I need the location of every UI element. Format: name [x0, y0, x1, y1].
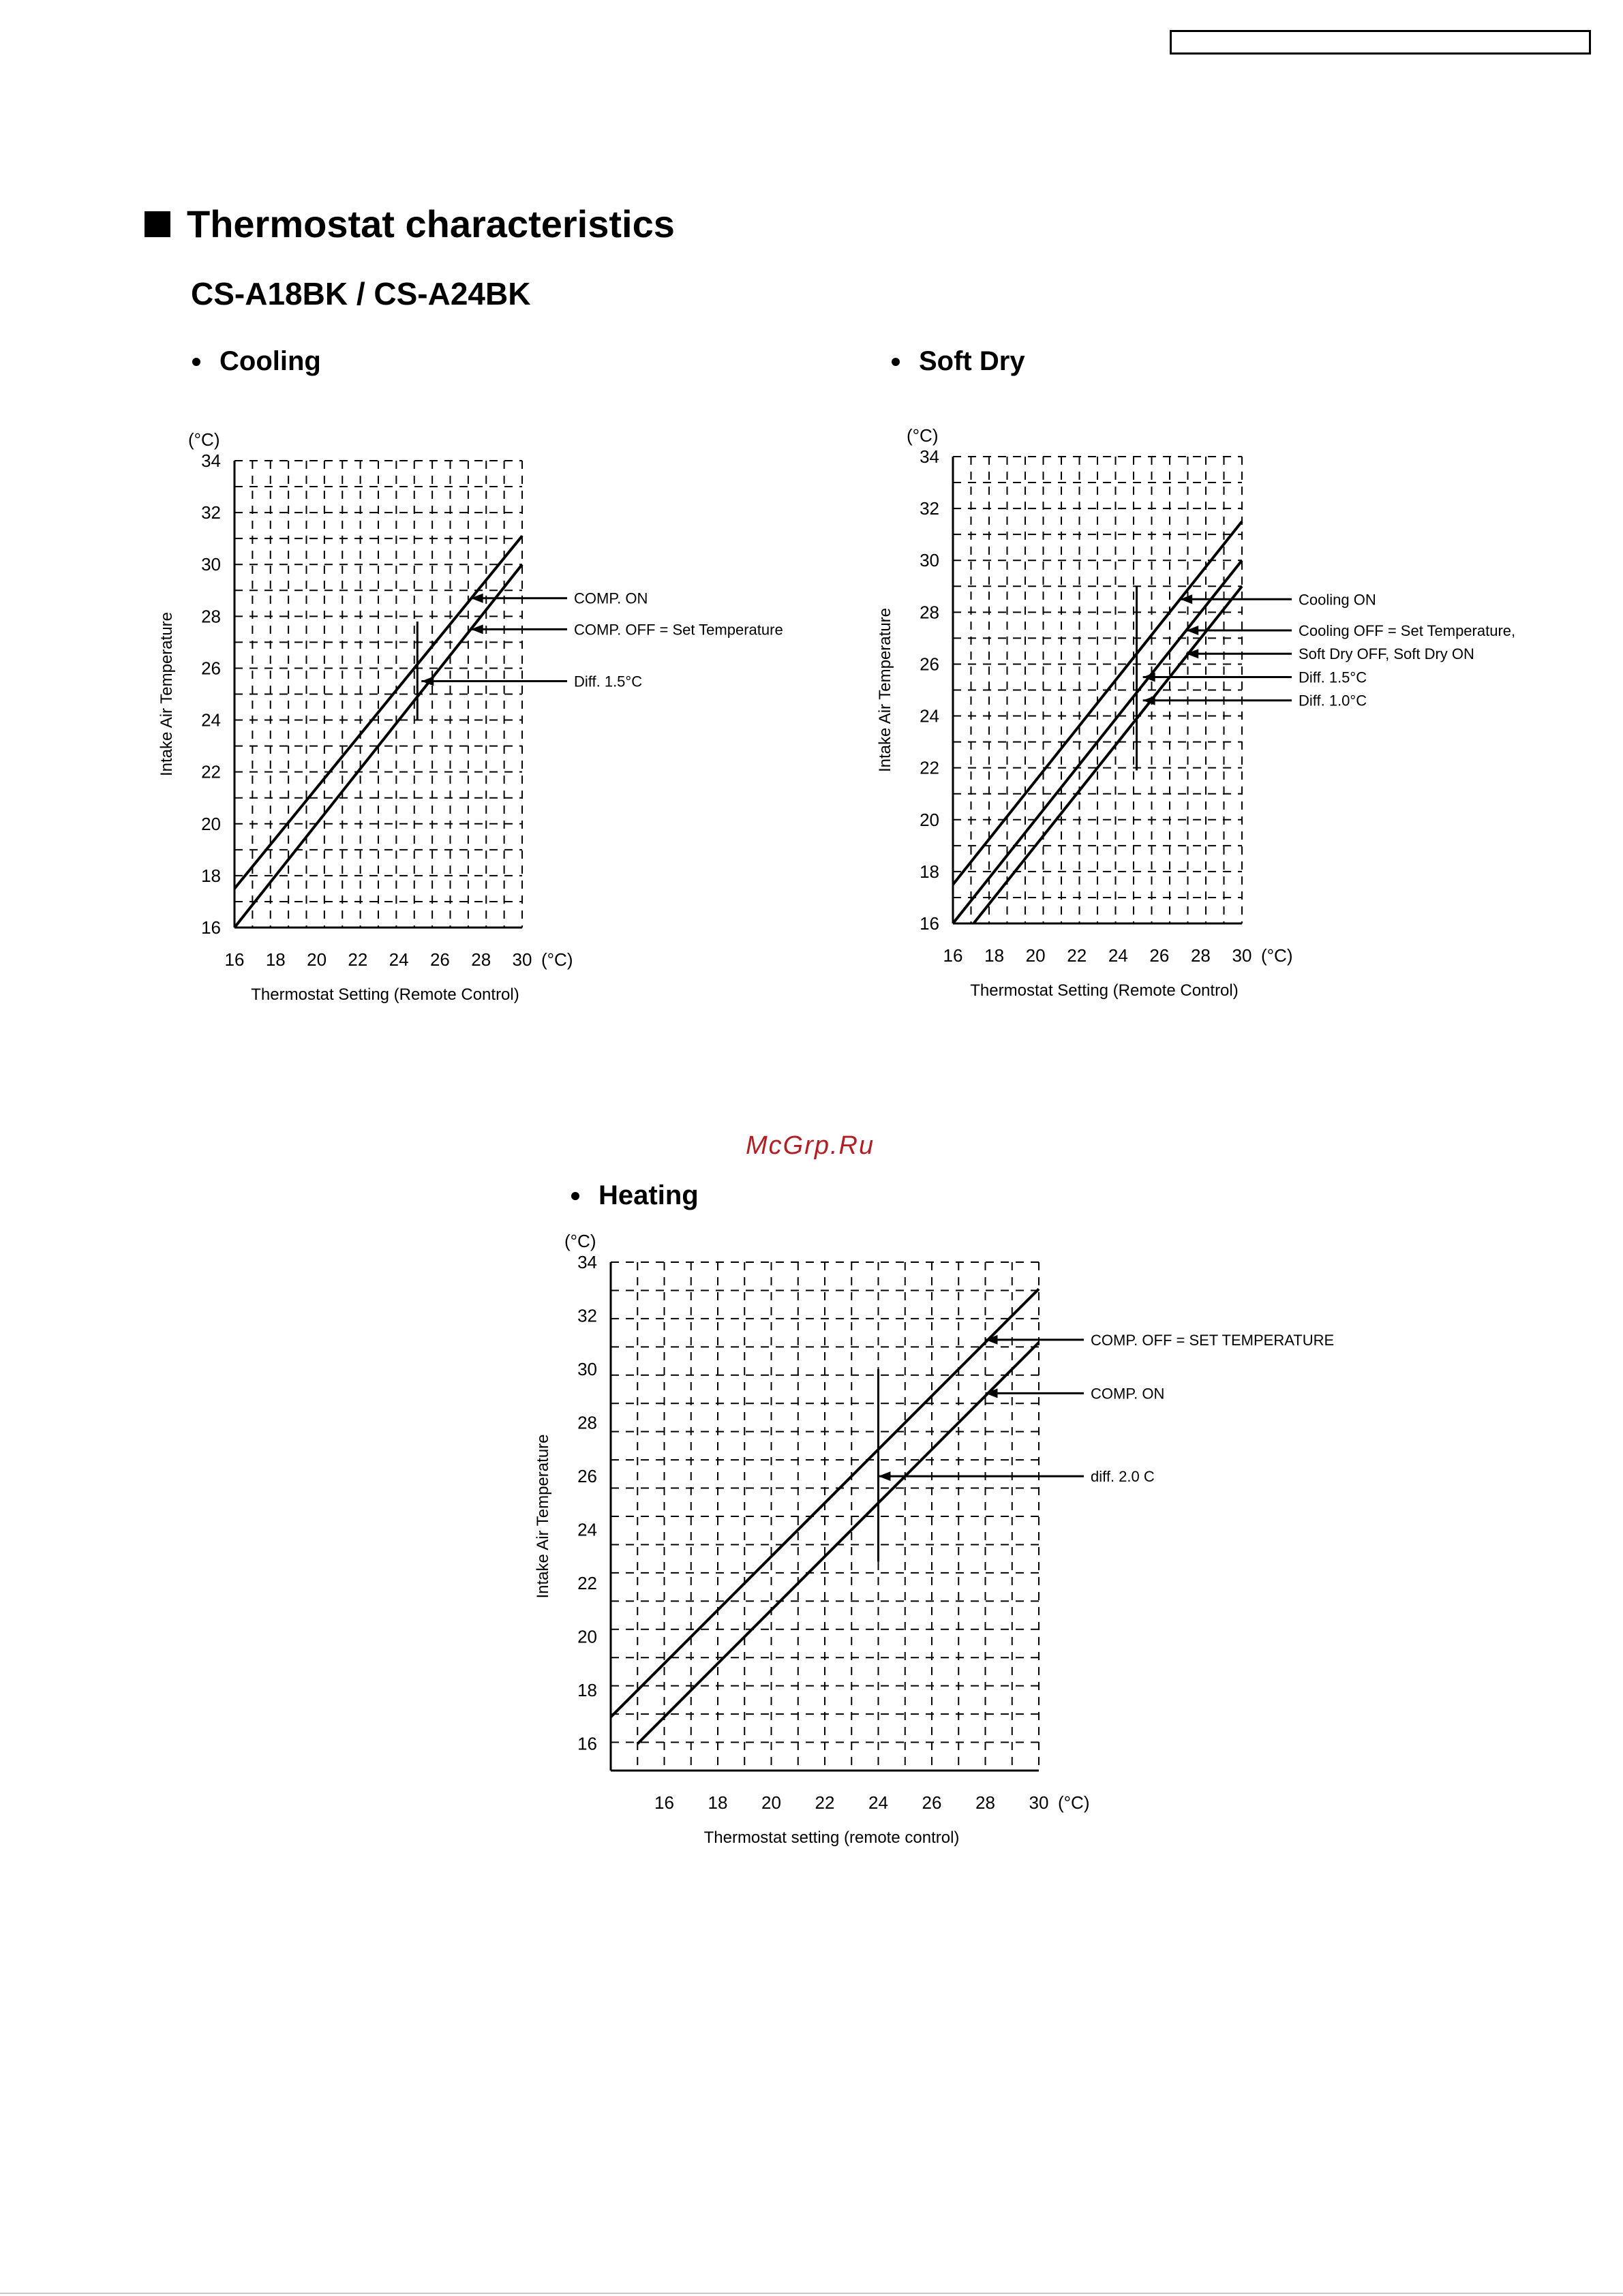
x-tick-label: 30 — [1029, 1792, 1049, 1813]
y-tick-label: 22 — [201, 761, 221, 782]
y-tick-label: 28 — [577, 1412, 597, 1433]
callout-label: Cooling OFF = Set Temperature, — [1299, 622, 1516, 639]
y-tick-label: 18 — [201, 865, 221, 886]
x-tick-label: 24 — [1108, 945, 1128, 966]
y-tick-label: 18 — [577, 1680, 597, 1701]
x-tick-label: 30 — [1232, 945, 1252, 966]
x-tick-label: 26 — [922, 1792, 942, 1813]
y-tick-label: 26 — [577, 1466, 597, 1487]
x-axis-title: Thermostat setting (remote control) — [703, 1828, 960, 1847]
series-line — [637, 1343, 1039, 1744]
x-tick-label: 16 — [654, 1792, 674, 1813]
y-tick-label: 30 — [201, 554, 221, 575]
page-bottom-rule — [0, 2293, 1623, 2294]
y-tick-label: 28 — [920, 602, 939, 623]
y-tick-label: 24 — [920, 705, 939, 726]
callout-label: COMP. ON — [1091, 1385, 1165, 1403]
heating-heading: Heating — [571, 1180, 699, 1211]
y-tick-label: 26 — [920, 654, 939, 675]
x-tick-label: 28 — [975, 1792, 995, 1813]
x-unit-label: (°C) — [541, 949, 573, 970]
x-tick-label: 22 — [815, 1792, 835, 1813]
y-tick-label: 32 — [201, 502, 221, 523]
y-tick-label: 28 — [201, 606, 221, 627]
y-tick-label: 32 — [577, 1305, 597, 1326]
x-unit-label: (°C) — [1058, 1792, 1090, 1813]
x-axis-title: Thermostat Setting (Remote Control) — [251, 985, 519, 1004]
page-title: Thermostat characteristics — [187, 202, 675, 245]
x-tick-label: 20 — [1025, 945, 1046, 966]
x-unit-label: (°C) — [1261, 945, 1293, 966]
y-tick-label: 30 — [920, 550, 939, 571]
x-tick-label: 22 — [1067, 945, 1087, 966]
y-unit-label: (°C) — [564, 1231, 596, 1251]
y-tick-label: 34 — [201, 450, 221, 471]
y-tick-label: 30 — [577, 1359, 597, 1380]
y-tick-label: 16 — [577, 1733, 597, 1754]
x-tick-label: 16 — [943, 945, 963, 966]
callout-label: Cooling ON — [1299, 591, 1376, 609]
x-tick-label: 18 — [984, 945, 1005, 966]
x-tick-label: 22 — [348, 949, 368, 970]
y-tick-label: 34 — [577, 1252, 597, 1272]
x-tick-label: 18 — [265, 949, 286, 970]
callout-label: COMP. OFF = SET TEMPERATURE — [1091, 1331, 1335, 1349]
y-tick-label: 16 — [920, 913, 939, 934]
cooling-heading: Cooling — [192, 346, 321, 377]
y-unit-label: (°C) — [907, 425, 939, 446]
y-unit-label: (°C) — [188, 429, 220, 450]
x-tick-label: 18 — [708, 1792, 728, 1813]
model-name: CS-A18BK / CS-A24BK — [191, 276, 531, 311]
x-tick-label: 20 — [307, 949, 327, 970]
y-tick-label: 24 — [201, 709, 221, 731]
x-axis-title: Thermostat Setting (Remote Control) — [970, 981, 1239, 1000]
y-tick-label: 26 — [201, 658, 221, 679]
callout-label: Diff. 1.5°C — [574, 673, 643, 690]
y-tick-label: 16 — [201, 917, 221, 938]
x-tick-label: 26 — [429, 949, 450, 970]
y-tick-label: 24 — [577, 1519, 597, 1540]
x-tick-label: 16 — [224, 949, 245, 970]
y-tick-label: 32 — [920, 498, 939, 519]
callout-label: Soft Dry OFF, Soft Dry ON — [1299, 645, 1474, 663]
callout-label: COMP. ON — [574, 590, 648, 607]
callout-label: COMP. OFF = Set Temperature — [574, 621, 783, 639]
x-tick-label: 20 — [761, 1792, 781, 1813]
watermark: McGrp.Ru — [746, 1131, 875, 1160]
callout-label: Diff. 1.5°C — [1299, 669, 1367, 686]
y-tick-label: 20 — [920, 809, 939, 830]
y-tick-label: 34 — [920, 446, 939, 467]
x-tick-label: 28 — [471, 949, 491, 970]
y-tick-label: 22 — [577, 1573, 597, 1594]
x-tick-label: 28 — [1190, 945, 1211, 966]
callout-arrowhead — [879, 1471, 891, 1481]
x-tick-label: 24 — [868, 1792, 888, 1813]
y-axis-title: Intake Air Temperature — [876, 607, 894, 773]
callout-label: Diff. 1.0°C — [1299, 692, 1367, 709]
x-tick-label: 30 — [512, 949, 532, 970]
softdry-heading: Soft Dry — [892, 346, 1025, 377]
y-tick-label: 20 — [201, 813, 221, 834]
y-tick-label: 18 — [920, 861, 939, 882]
y-axis-title: Intake Air Temperature — [157, 611, 176, 777]
y-tick-label: 22 — [920, 757, 939, 778]
y-tick-label: 20 — [577, 1626, 597, 1647]
x-tick-label: 24 — [389, 949, 409, 970]
y-axis-title: Intake Air Temperature — [534, 1434, 552, 1599]
callout-label: diff. 2.0 C — [1091, 1468, 1155, 1486]
x-tick-label: 26 — [1149, 945, 1170, 966]
